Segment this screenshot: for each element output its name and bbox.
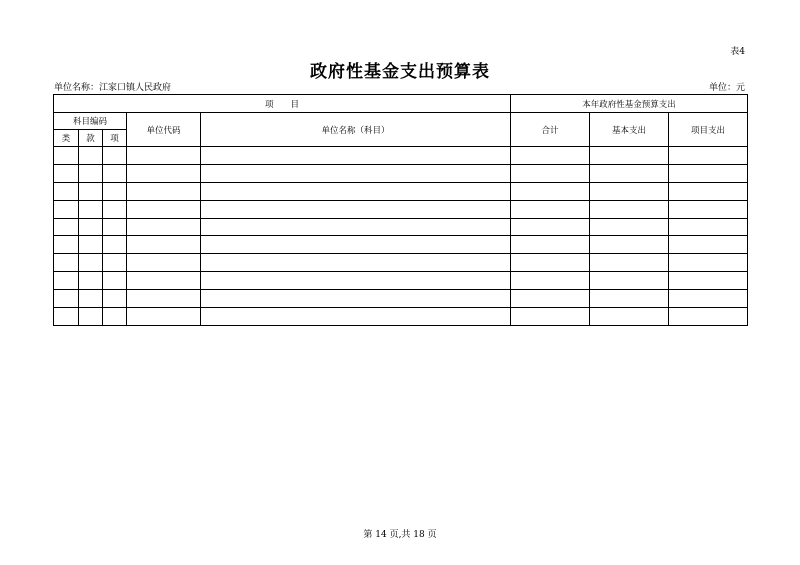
table-cell <box>79 182 103 200</box>
table-cell <box>103 164 127 182</box>
table-cell <box>511 218 590 236</box>
table-cell <box>201 236 511 254</box>
table-cell <box>590 182 669 200</box>
table-cell <box>201 218 511 236</box>
header-xiang: 项 <box>103 130 127 147</box>
table-cell <box>103 200 127 218</box>
table-row <box>54 200 748 218</box>
table-cell <box>103 272 127 290</box>
table-row <box>54 147 748 165</box>
table-cell <box>669 236 748 254</box>
table-cell <box>511 290 590 308</box>
table-cell <box>511 164 590 182</box>
table-cell <box>201 147 511 165</box>
table-cell <box>590 272 669 290</box>
table-cell <box>54 182 79 200</box>
table-cell <box>590 200 669 218</box>
table-cell <box>127 218 201 236</box>
table-cell <box>201 200 511 218</box>
header-project: 项 目 <box>54 95 511 113</box>
table-cell <box>201 272 511 290</box>
table-cell <box>127 200 201 218</box>
table-row <box>54 164 748 182</box>
table-cell <box>54 218 79 236</box>
table-cell <box>669 308 748 326</box>
table-cell <box>103 290 127 308</box>
header-current-year: 本年政府性基金预算支出 <box>511 95 748 113</box>
page-title: 政府性基金支出预算表 <box>310 62 490 82</box>
table-cell <box>669 254 748 272</box>
table-cell <box>511 200 590 218</box>
table-cell <box>79 147 103 165</box>
header-subject-code: 科目编码 <box>54 113 127 130</box>
table-cell <box>127 182 201 200</box>
table-cell <box>79 200 103 218</box>
table-cell <box>590 236 669 254</box>
table-row <box>54 272 748 290</box>
header-unit-code: 单位代码 <box>127 113 201 147</box>
table-row <box>54 236 748 254</box>
unit-name: 单位名称：江家口镇人民政府 <box>54 83 172 93</box>
table-cell <box>590 254 669 272</box>
table-cell <box>103 147 127 165</box>
header-kuan: 款 <box>79 130 103 147</box>
table-cell <box>54 236 79 254</box>
table-cell <box>103 236 127 254</box>
table-cell <box>201 254 511 272</box>
table-cell <box>54 308 79 326</box>
table-cell <box>54 147 79 165</box>
table-cell <box>590 290 669 308</box>
currency-unit: 单位：元 <box>708 83 745 93</box>
table-cell <box>54 200 79 218</box>
table-cell <box>103 218 127 236</box>
table-row <box>54 254 748 272</box>
table-cell <box>590 218 669 236</box>
table-cell <box>201 182 511 200</box>
table-cell <box>511 236 590 254</box>
table-cell <box>669 200 748 218</box>
header-unit-subject: 单位名称（科目） <box>201 113 511 147</box>
table-cell <box>511 254 590 272</box>
table-cell <box>79 218 103 236</box>
table-cell <box>201 308 511 326</box>
table-row <box>54 218 748 236</box>
table-cell <box>201 164 511 182</box>
table-row <box>54 182 748 200</box>
table-cell <box>201 290 511 308</box>
table-cell <box>127 308 201 326</box>
table-cell <box>590 164 669 182</box>
table-cell <box>79 290 103 308</box>
table-cell <box>127 164 201 182</box>
table-cell <box>103 254 127 272</box>
table-cell <box>669 272 748 290</box>
table-cell <box>511 147 590 165</box>
table-cell <box>511 308 590 326</box>
table-cell <box>54 164 79 182</box>
table-cell <box>103 308 127 326</box>
table-cell <box>79 254 103 272</box>
table-row <box>54 290 748 308</box>
table-cell <box>669 218 748 236</box>
table-row <box>54 308 748 326</box>
table-cell <box>590 147 669 165</box>
table-cell <box>669 290 748 308</box>
budget-table <box>53 94 748 326</box>
table-cell <box>127 254 201 272</box>
header-total: 合计 <box>511 113 590 147</box>
table-cell <box>669 147 748 165</box>
table-cell <box>669 182 748 200</box>
table-cell <box>669 164 748 182</box>
table-cell <box>79 164 103 182</box>
table-cell <box>127 236 201 254</box>
header-basic-expense: 基本支出 <box>590 113 669 147</box>
table-number: 表4 <box>730 47 745 57</box>
table-cell <box>103 182 127 200</box>
header-lei: 类 <box>54 130 79 147</box>
table-cell <box>54 254 79 272</box>
table-cell <box>127 147 201 165</box>
header-project-expense: 项目支出 <box>669 113 748 147</box>
page-footer: 第 14 页,共 18 页 <box>363 530 437 540</box>
table-cell <box>590 308 669 326</box>
table-cell <box>511 182 590 200</box>
table-cell <box>79 308 103 326</box>
table-cell <box>54 272 79 290</box>
table-cell <box>511 272 590 290</box>
table-cell <box>79 272 103 290</box>
table-cell <box>127 290 201 308</box>
table-cell <box>54 290 79 308</box>
table-cell <box>79 236 103 254</box>
table-cell <box>127 272 201 290</box>
